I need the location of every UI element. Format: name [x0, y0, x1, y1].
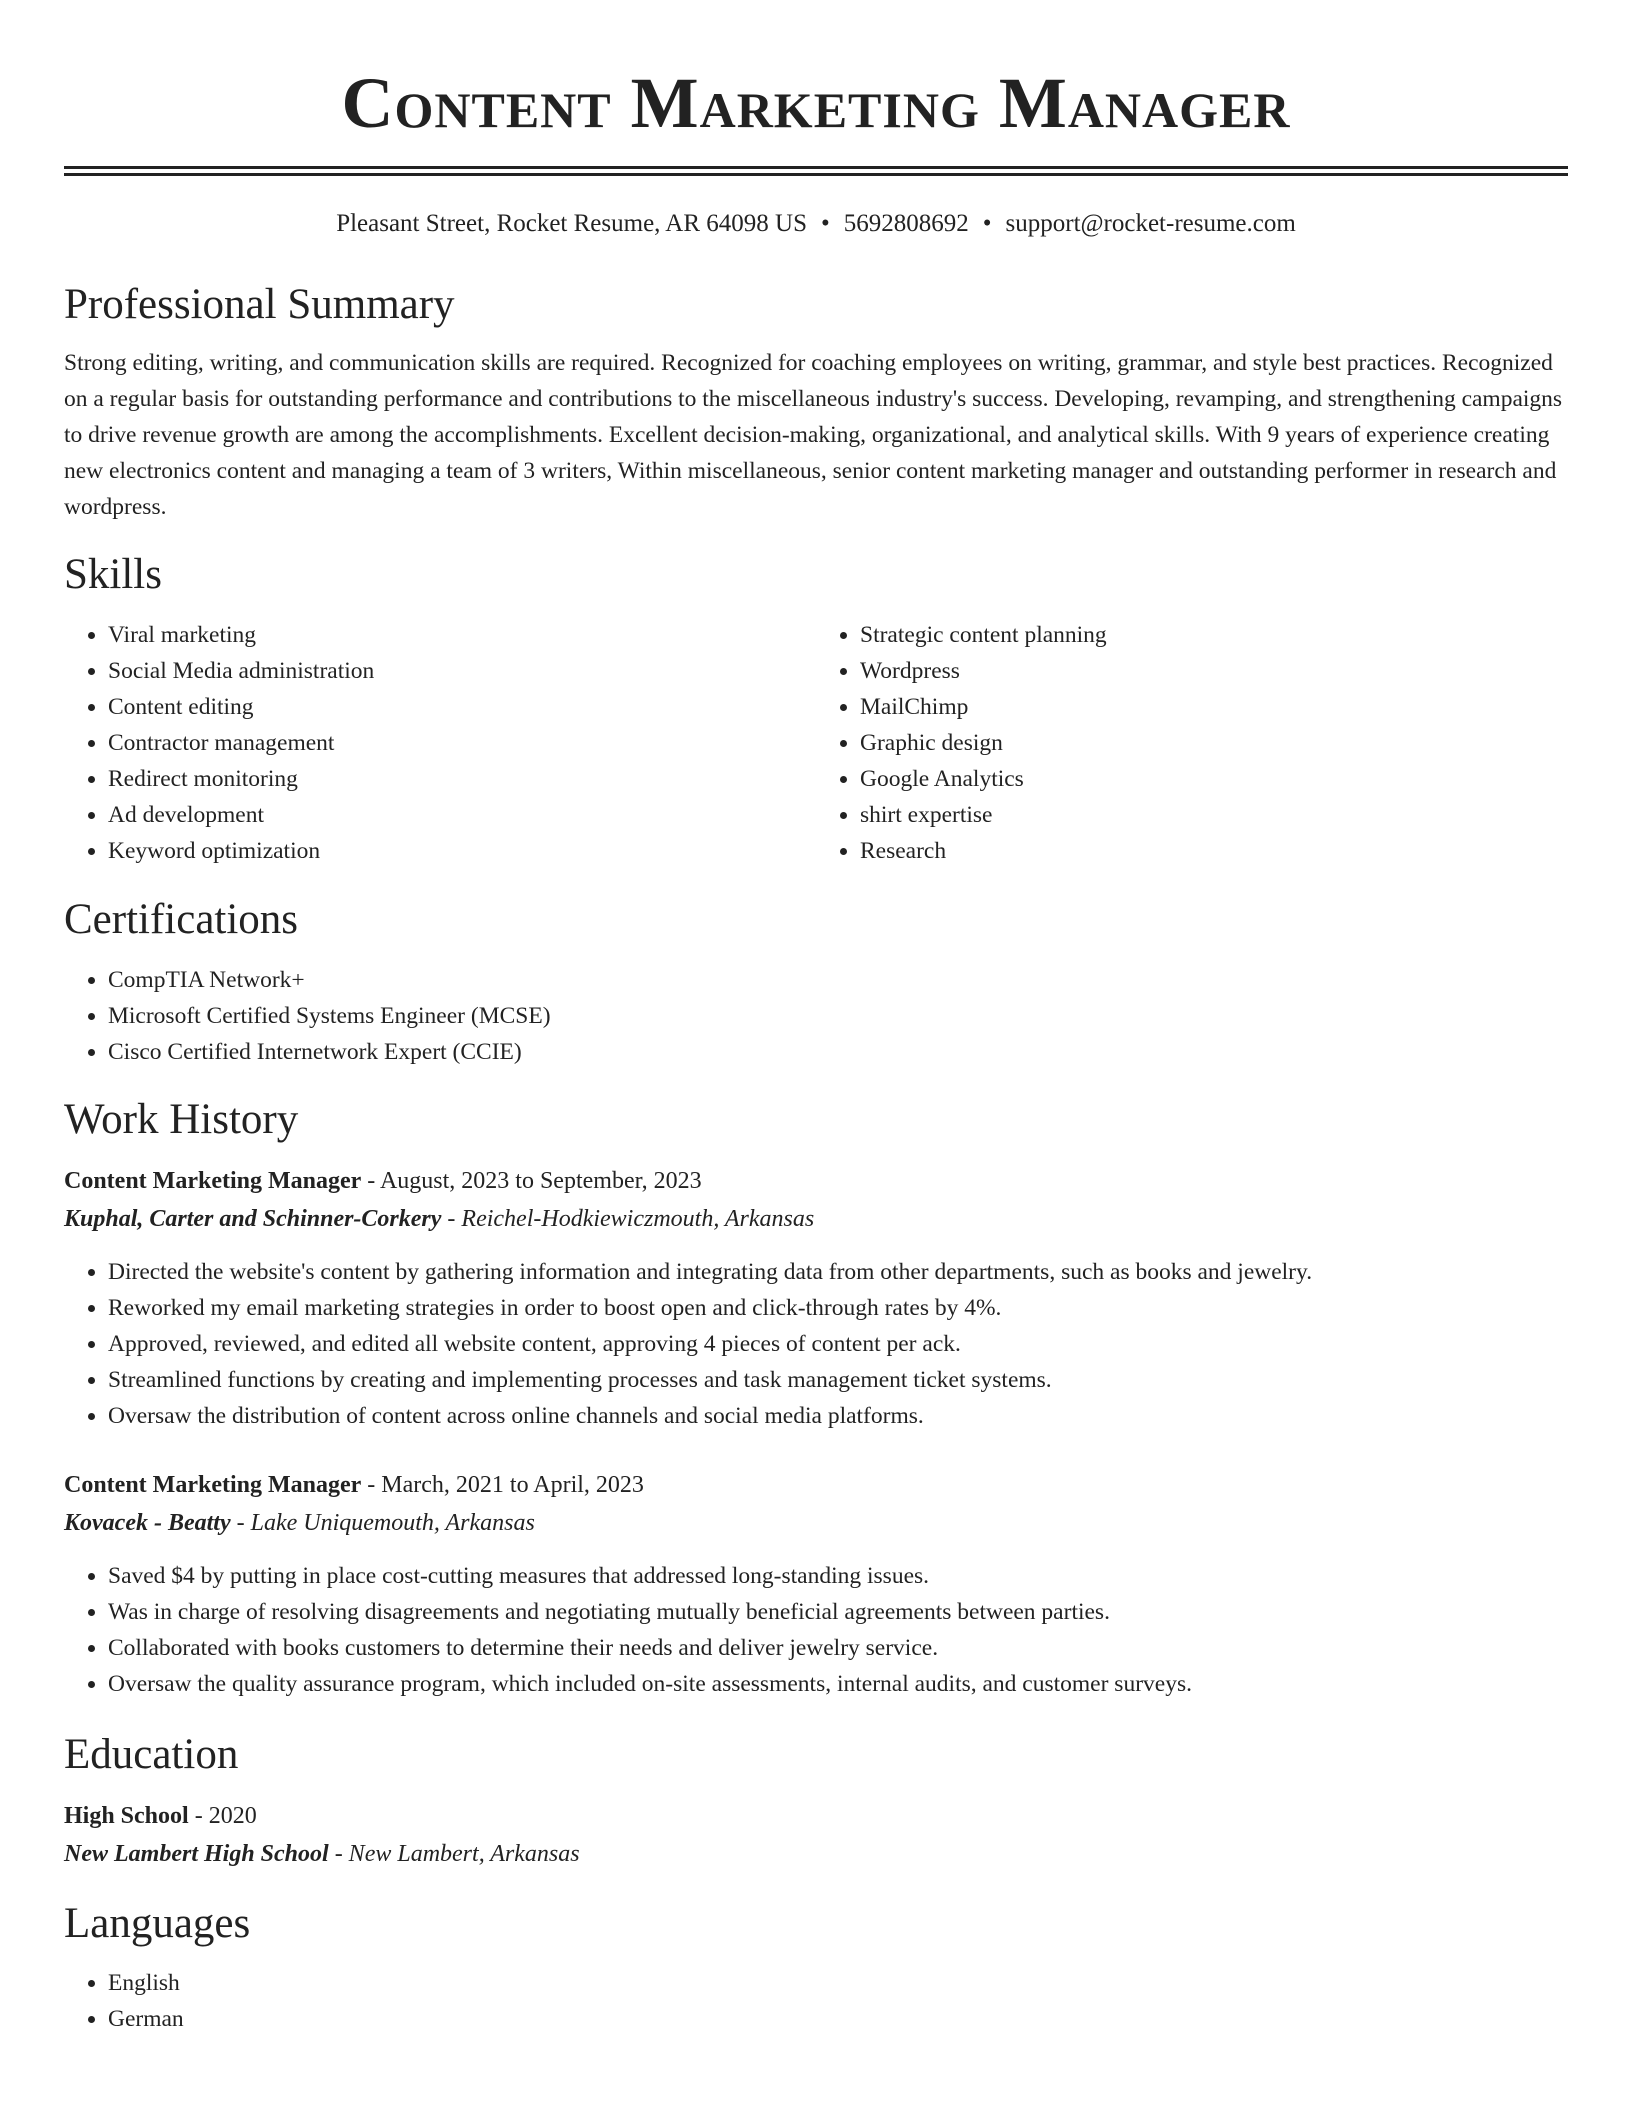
- job-company-line: [64, 1200, 1568, 1238]
- resume-title: Content Marketing Manager: [341, 63, 1291, 143]
- certifications-list: [64, 962, 1568, 1070]
- certification-item: • CompTIA Network+: [108, 962, 1568, 998]
- job-dates: - March, 2021 to April, 2023: [361, 1472, 644, 1498]
- job-location: - Lake Uniquemouth, Arkansas: [230, 1510, 535, 1536]
- job-dates: - August, 2023 to September, 2023: [361, 1168, 702, 1194]
- section-heading-education: Education: [64, 1731, 239, 1778]
- language-item: • English: [108, 1965, 1568, 2001]
- skill-item: • Keyword optimization: [108, 833, 816, 869]
- education-degree: High School: [64, 1803, 189, 1829]
- education-school: New Lambert High School: [64, 1841, 329, 1867]
- job-location: - Reichel-Hodkiewiczmouth, Arkansas: [441, 1206, 815, 1232]
- skill-item: • Social Media administration: [108, 653, 816, 689]
- skill-item: • Contractor management: [108, 725, 816, 761]
- section-heading-skills: Skills: [64, 551, 162, 598]
- job-company: Kovacek - Beatty: [64, 1510, 231, 1536]
- skill-item: • Graphic design: [860, 725, 1568, 761]
- job-bullet: • Streamlined functions by creating and implementing processes and task management ticket systems.: [108, 1362, 1568, 1398]
- contact-phone: 5692808692: [843, 210, 969, 237]
- job-bullet: • Oversaw the quality assurance program, which included on-site assessments, internal audits, and customer surveys.: [108, 1666, 1568, 1702]
- summary-text: Strong editing, writing, and communication skills are required. Recognized for coaching employees on writing, grammar, and style best practices. Recognized on a regular basis for outstanding performance and contributions to the miscellaneous industry's success. Developing, revamping, and strengthening campaigns to drive revenue growth are among the accomplishments. Excellent decision-making, organizational, and analytical skills. With 9 years of experience creating new electronics content and managing a team of 3 writers, Within miscellaneous, senior content marketing manager and outstanding performer in research and wordpress.: [64, 350, 1563, 520]
- title-double-rule: [64, 166, 1568, 176]
- section-heading-languages: Languages: [64, 1900, 251, 1947]
- job-bullet: • Saved $4 by putting in place cost-cutting measures that addressed long-standing issues.: [108, 1558, 1568, 1594]
- skill-item: • Research: [860, 833, 1568, 869]
- job-entry: [64, 1162, 1568, 1434]
- job-title: Content Marketing Manager: [64, 1472, 362, 1498]
- languages-list: [64, 1965, 1568, 2037]
- skill-item: • Strategic content planning: [860, 617, 1568, 653]
- job-company: Kuphal, Carter and Schinner-Corkery: [64, 1206, 442, 1232]
- job-entry: [64, 1466, 1568, 1702]
- job-bullet: • Directed the website's content by gathering information and integrating data from other departments, such as books and jewelry.: [108, 1254, 1568, 1290]
- section-heading-summary: Professional Summary: [64, 281, 455, 328]
- skill-item: • shirt expertise: [860, 797, 1568, 833]
- education-degree-line: [64, 1797, 1568, 1835]
- education-school-line: [64, 1835, 1568, 1873]
- skill-item: • Redirect monitoring: [108, 761, 816, 797]
- job-title-line: [64, 1466, 1568, 1504]
- job-bullet: • Was in charge of resolving disagreements and negotiating mutually beneficial agreements between parties.: [108, 1594, 1568, 1630]
- section-heading-certifications: Certifications: [64, 896, 299, 943]
- job-title-line: [64, 1162, 1568, 1200]
- skill-item: • Google Analytics: [860, 761, 1568, 797]
- job-title: Content Marketing Manager: [64, 1168, 362, 1194]
- skill-item: • Viral marketing: [108, 617, 816, 653]
- contact-address: Pleasant Street, Rocket Resume, AR 64098 US: [336, 210, 807, 237]
- job-bullet: • Reworked my email marketing strategies in order to boost open and click-through rates by 4%.: [108, 1290, 1568, 1326]
- job-bullets: [64, 1254, 1568, 1434]
- job-bullet: • Collaborated with books customers to determine their needs and deliver jewelry service.: [108, 1630, 1568, 1666]
- contact-line: [64, 209, 1568, 239]
- job-bullets: [64, 1558, 1568, 1702]
- job-bullet: • Oversaw the distribution of content across online channels and social media platforms.: [108, 1398, 1568, 1434]
- skill-item: • Content editing: [108, 689, 816, 725]
- skill-item: • MailChimp: [860, 689, 1568, 725]
- section-heading-work-history: Work History: [64, 1096, 299, 1143]
- contact-separator: •: [982, 210, 992, 237]
- job-company-line: [64, 1504, 1568, 1542]
- job-bullet: • Approved, reviewed, and edited all website content, approving 4 pieces of content per ack.: [108, 1326, 1568, 1362]
- skill-item: • Wordpress: [860, 653, 1568, 689]
- certification-item: • Microsoft Certified Systems Engineer (MCSE): [108, 998, 1568, 1034]
- education-location: - New Lambert, Arkansas: [328, 1841, 580, 1867]
- contact-email: support@rocket-resume.com: [1005, 210, 1296, 237]
- language-item: • German: [108, 2001, 1568, 2037]
- skill-item: • Ad development: [108, 797, 816, 833]
- skills-columns: [64, 617, 1568, 869]
- skills-list-left: [64, 617, 816, 869]
- education-year: - 2020: [188, 1803, 257, 1829]
- skills-list-right: [816, 617, 1568, 869]
- contact-separator: •: [820, 210, 830, 237]
- certification-item: • Cisco Certified Internetwork Expert (CCIE): [108, 1034, 1568, 1070]
